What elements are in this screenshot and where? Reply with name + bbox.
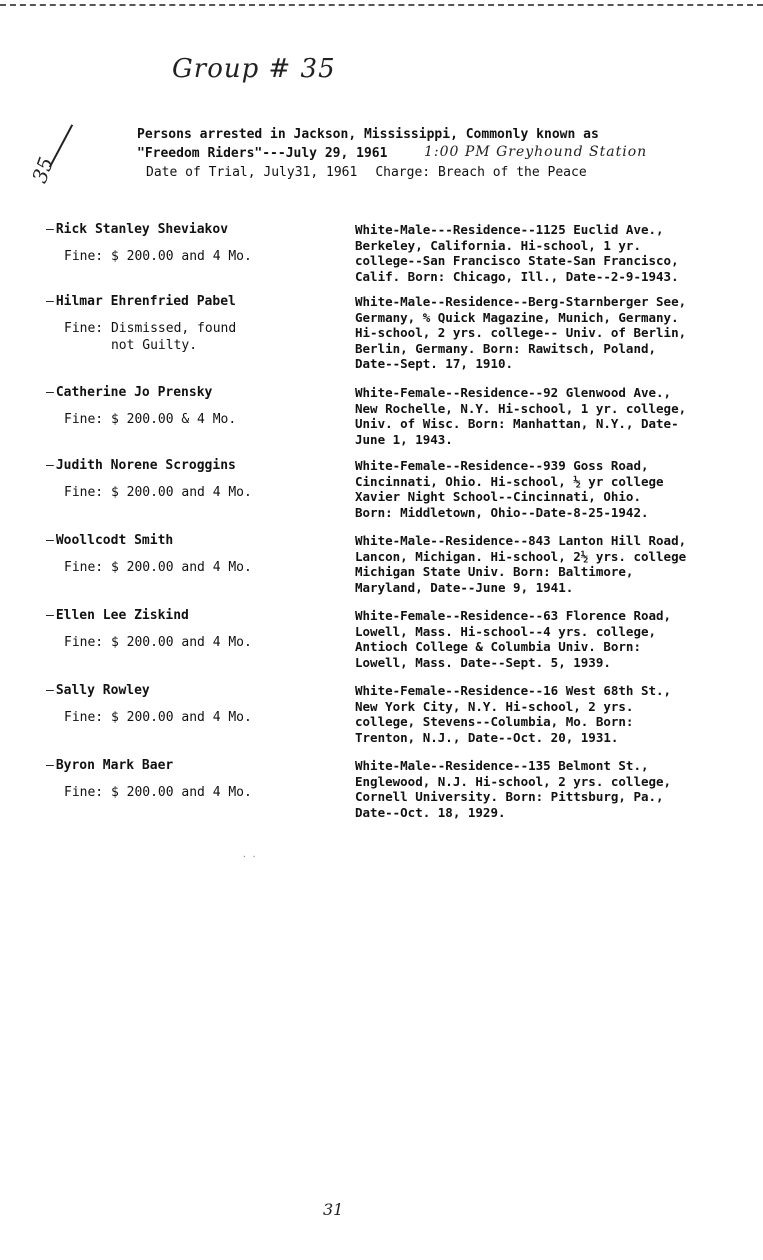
check-mark-icon: – [46,222,54,237]
scan-specks: · · [242,852,257,861]
detail-line: Lowell, Mass. Hi-school--4 yrs. college, [355,623,657,639]
header-line-2: "Freedom Riders"---July 29, 1961 [137,146,388,161]
check-mark-icon: – [46,294,54,309]
check-mark-icon: – [46,758,54,773]
fine-text: Fine: Dismissed, found not Guilty. [64,321,237,353]
detail-line: Cornell University. Born: Pittsburg, Pa., [355,789,664,804]
detail-line: Cincinnati, Ohio. Hi-school, ½ yr college [355,473,664,489]
person-name-text: Hilmar Ehrenfried Pabel [55,294,236,309]
detail-line: Berlin, Germany. Born: Rawitsch, Poland, [355,340,657,356]
person-name-text: Ellen Lee Ziskind [55,608,189,623]
handwritten-group-number: Group # 35 [172,54,336,84]
detail-line: Calif. Born: Chicago, Ill., Date--2-9-1943. [355,268,679,284]
person-details [355,608,759,670]
top-border-rule [0,4,763,6]
detail-line: White-Female--Residence--939 Goss Road, [355,458,649,473]
fine-text: Fine: $ 200.00 and 4 Mo. [64,560,252,575]
person-name-text: Woollcodt Smith [55,533,174,548]
fine-text: Fine: $ 200.00 and 4 Mo. [64,635,252,650]
check-mark-icon: – [46,533,54,548]
person-name [46,533,174,548]
detail-line: college, Stevens--Columbia, Mo. Born: [355,714,634,729]
detail-line: Maryland, Date--June 9, 1941. [355,579,574,595]
detail-line: Univ. of Wisc. Born: Manhattan, N.Y., Date- [355,416,679,431]
check-mark-icon: – [46,683,54,698]
person-name [46,385,213,400]
detail-line: White-Female--Residence--63 Florence Road, [355,608,672,623]
detail-line: White-Female--Residence--16 West 68th St., [355,683,672,698]
person-name [46,758,174,773]
person-details [355,222,759,284]
detail-line: White-Female--Residence--92 Glenwood Ave., [355,385,672,400]
detail-line: Lowell, Mass. Date--Sept. 5, 1939. [355,654,611,670]
person-name [46,294,236,309]
person-details [355,683,759,745]
fine-text: Fine: $ 200.00 & 4 Mo. [64,412,237,427]
detail-line: Antioch College & Columbia Univ. Born: [355,639,641,654]
detail-line: Michigan State Univ. Born: Baltimore, [355,564,634,579]
handwritten-margin-number: 35 [27,153,59,187]
detail-line: Berkeley, California. Hi-school, 1 yr. [355,237,641,253]
detail-line: Born: Middletown, Ohio--Date-8-25-1942. [355,504,649,520]
detail-line: Date--Sept. 17, 1910. [355,356,514,371]
person-name-text: Sally Rowley [55,683,150,698]
detail-line: New York City, N.Y. Hi-school, 2 yrs. [355,698,634,714]
document-header [137,125,599,182]
person-details [355,533,759,595]
detail-line: White-Male--Residence--Berg-Starnberger See, [355,294,687,309]
detail-line: Englewood, N.J. Hi-school, 2 yrs. college, [355,773,672,789]
detail-line: Date--Oct. 18, 1929. [355,804,506,820]
detail-line: college--San Francisco State-San Francisco, [355,253,679,268]
detail-line: June 1, 1943. [355,431,453,447]
person-details [355,758,759,820]
charge: Charge: Breach of the Peace [375,165,587,180]
handwritten-time-location-note: 1:00 PM Greyhound Station [424,144,648,160]
trial-info [137,163,599,182]
person-details [355,294,759,372]
handwritten-page-number: 31 [323,1200,344,1219]
detail-line: Lancon, Michigan. Hi-school, 2½ yrs. college [355,548,687,564]
detail-line: Hi-school, 2 yrs. college-- Univ. of Berlin, [355,325,687,340]
person-name [46,608,189,623]
person-details [355,385,759,447]
person-name-text: Rick Stanley Sheviakov [55,222,229,237]
check-mark-icon: – [46,608,54,623]
person-name-text: Judith Norene Scroggins [55,458,236,473]
header-line-1: Persons arrested in Jackson, Mississippi, Commonly known as [137,127,599,142]
trial-date: Date of Trial, July31, 1961 [146,165,358,180]
person-name [46,222,229,237]
person-name [46,683,150,698]
fine-text: Fine: $ 200.00 and 4 Mo. [64,785,252,800]
detail-line: Xavier Night School--Cincinnati, Ohio. [355,489,641,504]
detail-line: New Rochelle, N.Y. Hi-school, 1 yr. college, [355,400,687,416]
person-name [46,458,236,473]
person-details [355,458,759,520]
detail-line: White-Male--Residence--843 Lanton Hill Road, [355,533,687,548]
detail-line: Germany, % Quick Magazine, Munich, Germany. [355,309,679,325]
person-name-text: Byron Mark Baer [55,758,174,773]
check-mark-icon: – [46,458,54,473]
detail-line: Trenton, N.J., Date--Oct. 20, 1931. [355,729,619,745]
fine-text: Fine: $ 200.00 and 4 Mo. [64,249,252,264]
person-name-text: Catherine Jo Prensky [55,385,213,400]
fine-text: Fine: $ 200.00 and 4 Mo. [64,485,252,500]
fine-text: Fine: $ 200.00 and 4 Mo. [64,710,252,725]
detail-line: White-Male---Residence--1125 Euclid Ave., [355,222,664,237]
detail-line: White-Male--Residence--135 Belmont St., [355,758,649,773]
check-mark-icon: – [46,385,54,400]
